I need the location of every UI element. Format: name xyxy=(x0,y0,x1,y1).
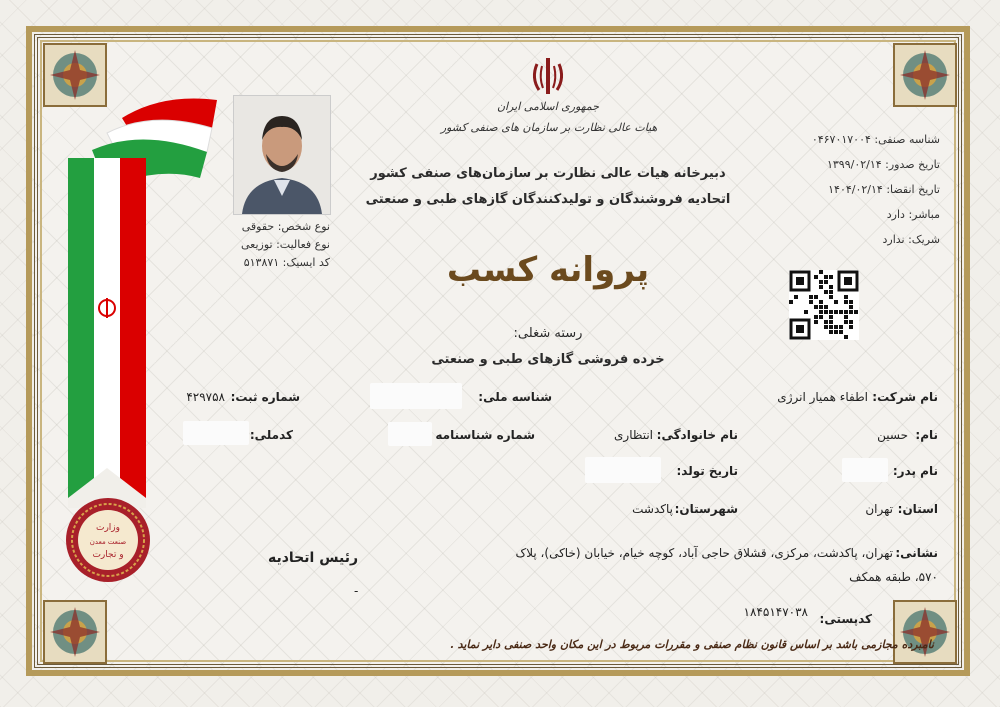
seal-text-line2: صنعت معدن xyxy=(89,538,127,546)
father-name-value-redacted xyxy=(842,458,888,482)
qr-module xyxy=(824,290,828,294)
id-no-label: شماره شناسنامه xyxy=(435,428,535,442)
last-name-label: نام خانوادگی: xyxy=(656,428,738,442)
document-title: پروانه کسب xyxy=(446,250,650,290)
postal-code-label: کدپستی: xyxy=(819,612,872,626)
city-label: شهرستان: xyxy=(674,502,738,516)
iran-flag-ribbon xyxy=(62,88,222,508)
qr-module xyxy=(814,275,818,279)
qr-module xyxy=(849,305,853,309)
qr-module xyxy=(819,300,823,304)
qr-module xyxy=(829,315,833,319)
qr-module xyxy=(829,330,833,334)
qr-module xyxy=(849,320,853,324)
first-name-label: نام: xyxy=(915,428,938,442)
trade-label: رسته شغلی: xyxy=(513,326,583,341)
holder-photo xyxy=(233,95,331,215)
qr-module xyxy=(829,295,833,299)
qr-module xyxy=(824,320,828,324)
reg-no-label: شماره ثبت: xyxy=(230,390,300,404)
qr-module xyxy=(844,295,848,299)
qr-module xyxy=(819,270,823,274)
qr-module xyxy=(824,310,828,314)
qr-module xyxy=(849,300,853,304)
qr-module xyxy=(844,320,848,324)
union-head-title: رئیس اتحادیه xyxy=(267,550,359,566)
national-code-value-redacted xyxy=(183,421,249,445)
expiry-date: تاریخ انقضا: ۱۴۰۴/۰۲/۱۴ xyxy=(828,183,940,196)
person-type: نوع شخص: حقوقی xyxy=(241,220,330,233)
board-name: هیات عالی نظارت بر سازمان های صنفی کشور xyxy=(440,121,658,134)
qr-module xyxy=(844,300,848,304)
qr-module xyxy=(834,325,838,329)
qr-module xyxy=(789,300,793,304)
qr-module xyxy=(824,275,828,279)
republic-name: جمهوری اسلامی ایران xyxy=(496,100,600,113)
qr-module xyxy=(829,275,833,279)
signature-dash: - xyxy=(354,584,359,598)
partner-status: شریک: ندارد xyxy=(882,233,940,246)
id-no-value-redacted xyxy=(388,422,432,446)
address-line2: ۵۷۰، طبقه همکف xyxy=(849,570,938,584)
qr-module xyxy=(839,330,843,334)
qr-module xyxy=(819,305,823,309)
qr-module xyxy=(829,310,833,314)
qr-module xyxy=(849,325,853,329)
qr-module xyxy=(794,295,798,299)
address-label: نشانی: xyxy=(895,546,938,560)
direct-status: مباشر: دارد xyxy=(886,208,940,221)
qr-module xyxy=(824,305,828,309)
secretariat-name: دبیرخانه هیات عالی نظارت بر سازمان‌های صنفی کشور xyxy=(370,166,726,181)
seal-text-line3: و تجارت xyxy=(92,550,124,560)
qr-module xyxy=(839,325,843,329)
father-name-label: نام پدر: xyxy=(892,464,938,478)
city-value: پاکدشت xyxy=(632,502,673,516)
qr-code xyxy=(789,270,859,340)
qr-module xyxy=(814,295,818,299)
qr-module xyxy=(819,280,823,284)
national-id-label: شناسه ملی: xyxy=(478,390,552,404)
qr-module xyxy=(814,305,818,309)
national-code-label: کدملی: xyxy=(249,428,293,442)
birth-date-value-redacted xyxy=(585,457,661,483)
corner-ornament-bottom-right xyxy=(892,599,958,665)
qr-module xyxy=(834,300,838,304)
qr-module xyxy=(834,310,838,314)
corner-ornament-bottom-left xyxy=(42,599,108,665)
issue-date: تاریخ صدور: ۱۳۹۹/۰۲/۱۴ xyxy=(826,158,940,171)
qr-module xyxy=(809,300,813,304)
isic-code: کد ایسیک: ۵۱۳۸۷۱ xyxy=(243,256,330,269)
top-right-info xyxy=(760,127,940,252)
reg-no-value: ۴۲۹۷۵۸ xyxy=(186,390,225,404)
seal-text-line1: وزارت xyxy=(95,523,121,533)
province-label: استان: xyxy=(897,502,938,516)
guild-id: شناسه صنفی: ۰۴۶۷۰۱۷۰۰۴ xyxy=(811,133,940,146)
qr-module xyxy=(814,320,818,324)
qr-module xyxy=(829,320,833,324)
birth-date-label: تاریخ تولد: xyxy=(676,464,738,478)
union-name: اتحادیه فروشندگان و تولیدکنندگان گازهای طبی و صنعتی xyxy=(365,192,731,207)
first-name-value: حسین xyxy=(877,428,908,442)
province-value: تهران xyxy=(865,502,893,516)
qr-module xyxy=(849,310,853,314)
qr-module xyxy=(839,310,843,314)
qr-module xyxy=(829,285,833,289)
company-label: نام شرکت: xyxy=(872,390,938,404)
qr-module xyxy=(819,310,823,314)
qr-module xyxy=(844,310,848,314)
qr-module xyxy=(844,315,848,319)
qr-module xyxy=(829,290,833,294)
top-left-info xyxy=(220,218,330,272)
ministry-seal xyxy=(64,496,152,584)
iran-emblem-icon xyxy=(527,54,569,98)
qr-module xyxy=(819,285,823,289)
corner-ornament-top-right xyxy=(892,42,958,108)
qr-module xyxy=(829,325,833,329)
trade-value: خرده فروشی گازهای طبی و صنعتی xyxy=(431,352,665,367)
qr-module xyxy=(824,325,828,329)
qr-module xyxy=(854,310,858,314)
national-id-value-redacted xyxy=(370,383,462,409)
qr-module xyxy=(814,315,818,319)
activity-type: نوع فعالیت: توزیعی xyxy=(241,238,330,251)
qr-module xyxy=(824,280,828,284)
footer-note: نامبرده مجازمی باشد بر اساس قانون نظام صنفی و مقررات مربوط در این مکان واحد صنفی دایر نماید . xyxy=(449,638,934,651)
qr-module xyxy=(844,335,848,339)
last-name-value: انتظاری xyxy=(614,428,653,442)
company-value: اطفاء همیار انرژی xyxy=(777,390,868,404)
address-line1: تهران، پاکدشت، مرکزی، قشلاق حاجی آباد، کوچه خیام، خیابان (خاکی)، پلاک xyxy=(515,546,893,560)
postal-code-value: ۱۸۴۵۱۴۷۰۳۸ xyxy=(743,605,808,619)
qr-module xyxy=(819,315,823,319)
qr-module xyxy=(809,295,813,299)
qr-module xyxy=(834,330,838,334)
qr-module xyxy=(804,310,808,314)
